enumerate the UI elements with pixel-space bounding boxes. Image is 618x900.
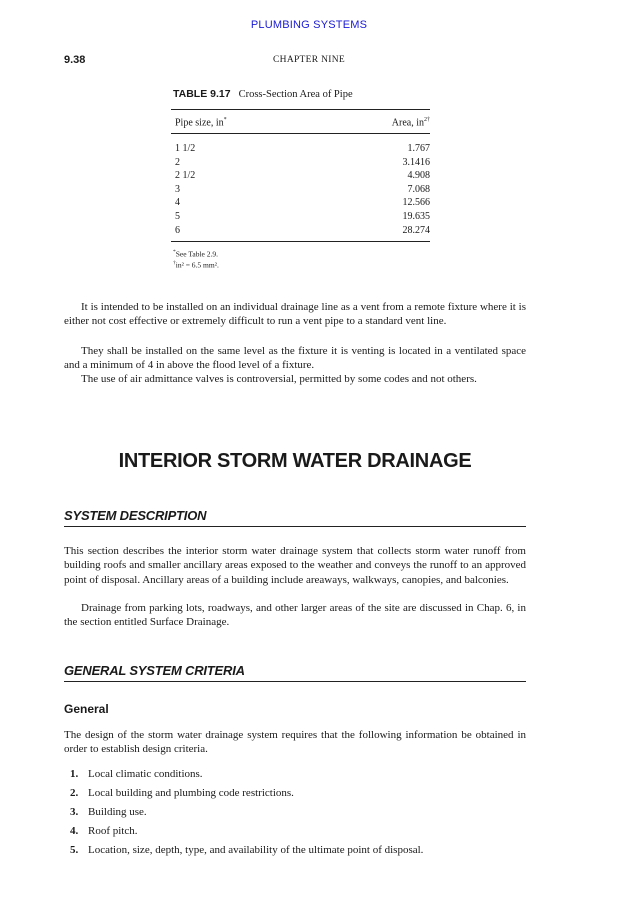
table-row: 3.1416: [402, 156, 430, 168]
table-row: 28.274: [402, 224, 430, 236]
table-header-rule: [171, 133, 430, 134]
table-row: 6: [175, 224, 180, 236]
list-item: 3. Building use.: [70, 806, 147, 818]
table-row: 12.566: [402, 197, 430, 209]
subheading-general: General: [64, 702, 109, 716]
body-paragraph: The design of the storm water drainage system requires that the following information be obtained in order to establish design criteria.: [64, 729, 526, 756]
body-paragraph: Drainage from parking lots, roadways, and other larger areas of the site are discussed in Chap. 6, in the section entitled Surface Drainage.: [64, 602, 526, 629]
table-row: 4.908: [407, 170, 430, 182]
section-rule: [64, 681, 526, 682]
list-item: 1. Local climatic conditions.: [70, 768, 203, 780]
table-title: Cross-Section Area of Pipe: [238, 89, 353, 100]
table-number: TABLE 9.17: [173, 88, 231, 100]
list-item: 4. Roof pitch.: [70, 825, 138, 837]
main-heading: INTERIOR STORM WATER DRAINAGE: [118, 450, 472, 472]
table-top-rule: [171, 109, 430, 110]
section-heading-system-description: SYSTEM DESCRIPTION: [64, 508, 207, 523]
table-footnote-1: *See Table 2.9.: [173, 249, 218, 259]
table-row: 7.068: [407, 183, 430, 195]
table-bottom-rule: [171, 241, 430, 242]
table-footnote-2: †in² = 6.5 mm².: [173, 260, 219, 270]
section-rule: [64, 526, 526, 527]
list-item: 2. Local building and plumbing code restrictions.: [70, 787, 294, 799]
body-paragraph: They shall be installed on the same level as the fixture it is venting is located in a ventilated space and a minimum of 4 in above the flood level of a fixture.: [64, 345, 526, 372]
page-number: 9.38: [64, 54, 86, 66]
table-row: 4: [175, 197, 180, 209]
table-col1-header: Pipe size, in*: [175, 117, 227, 129]
table-row: 2: [175, 156, 180, 168]
table-row: 1 1/2: [175, 143, 196, 154]
running-head: PLUMBING SYSTEMS: [250, 19, 368, 31]
table-col2-header: Area, $in^{2\dagger}$: [391, 117, 430, 129]
table-row: 3: [175, 183, 180, 195]
table-caption: [173, 88, 353, 100]
chapter-label: CHAPTER NINE: [273, 55, 345, 65]
table-row: 19.635: [402, 211, 430, 222]
body-paragraph: It is intended to be installed on an individual drainage line as a vent from a remote fixture where it is either not cost effective or extremely difficult to run a vent pipe to a standard vent line.: [64, 301, 526, 328]
table-row: 1.767: [407, 143, 430, 154]
body-paragraph: The use of air admittance valves is controversial, permitted by some codes and not others.: [81, 373, 477, 385]
table-row: 5: [175, 211, 180, 222]
body-paragraph: This section describes the interior storm water drainage system that collects storm water runoff from building roofs and smaller ancillary areas exposed to the weather and conveys the runoff to an approved point of disposal. Ancillary areas of a building include areaways, walkways, canopies, and balconies.: [64, 545, 526, 586]
table-row: 2 1/2: [175, 170, 196, 182]
list-item: 5. Location, size, depth, type, and availability of the ultimate point of disposal.: [70, 844, 424, 856]
section-heading-general-system-criteria: GENERAL SYSTEM CRITERIA: [64, 663, 245, 678]
